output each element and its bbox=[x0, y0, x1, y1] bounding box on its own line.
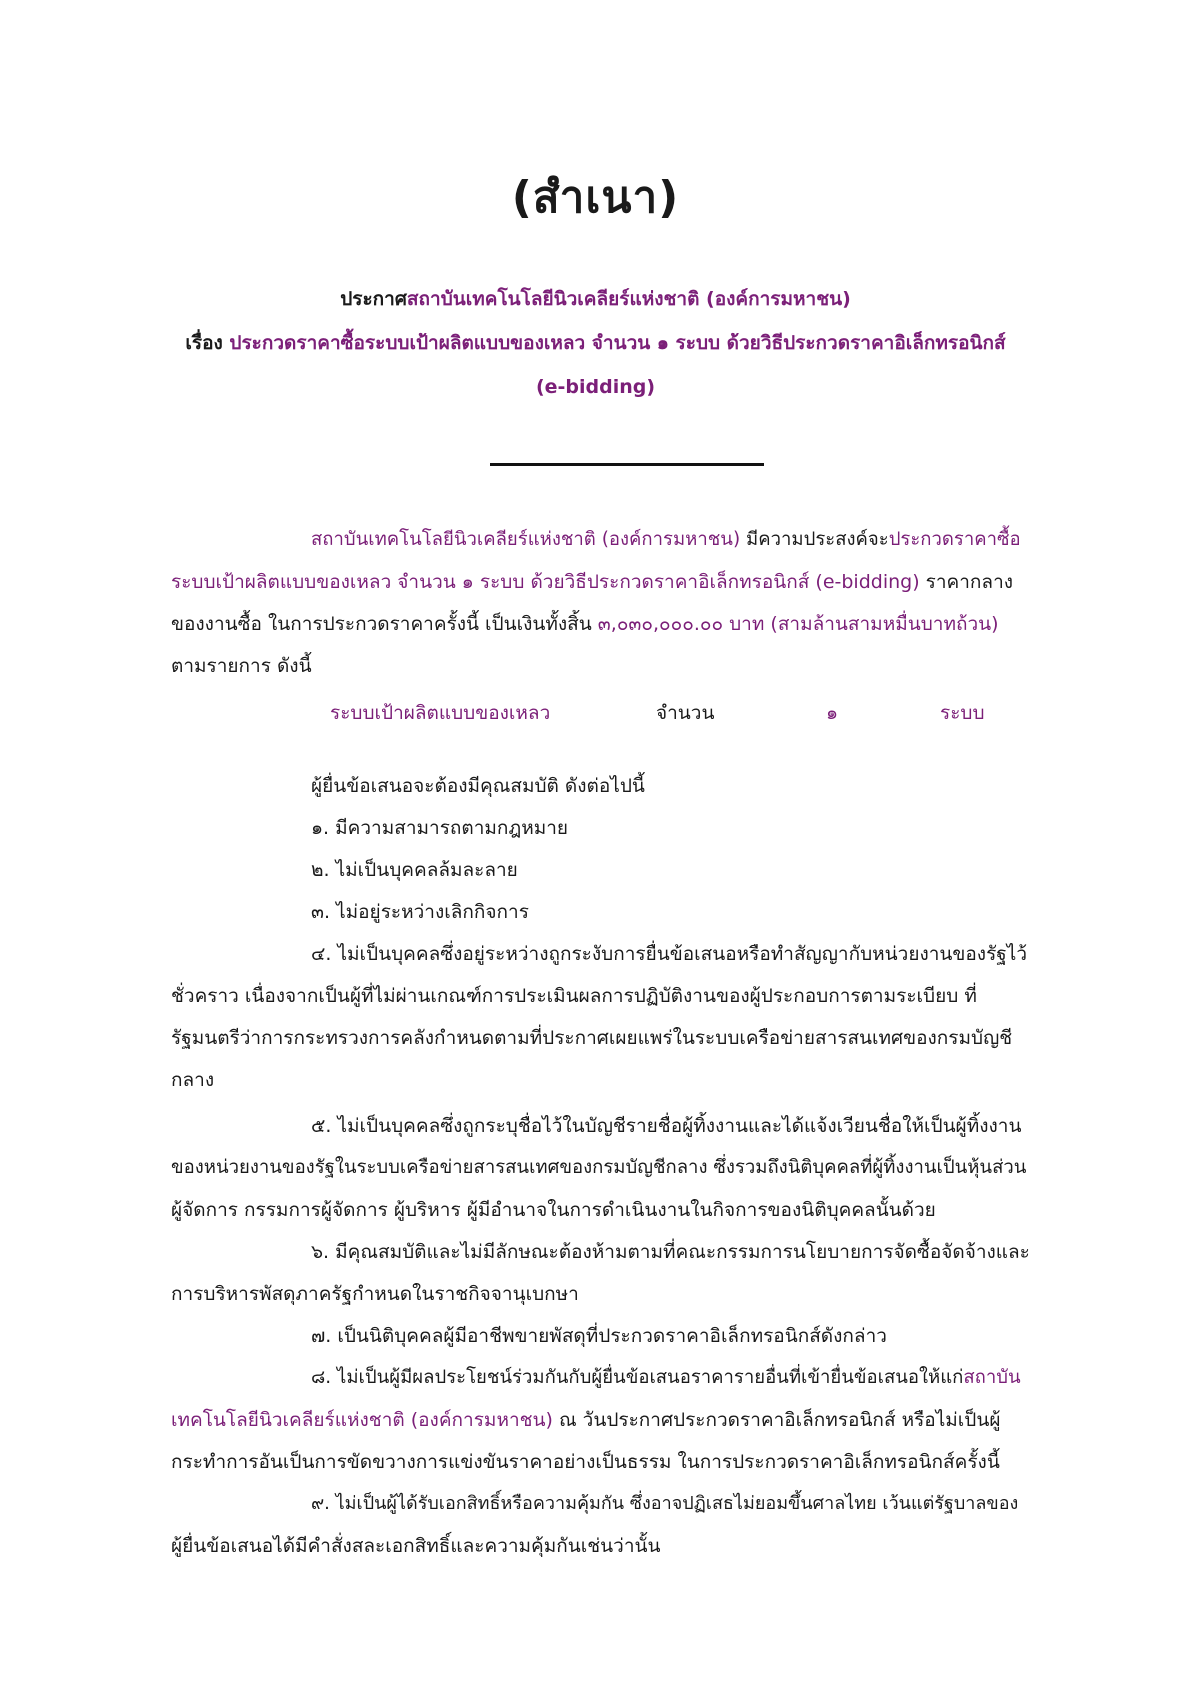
qualification-8-line-3: กระทำการอันเป็นการขัดขวางการแข่งขันราคาอย่างเป็นธรรม ในการประกวดราคาอิเล็กทรอนิกส์ครั้งนี้ bbox=[171, 1451, 1000, 1473]
qualification-8-text-a: ๘. ไม่เป็นผู้มีผลประโยชน์ร่วมกันกับผู้ยื่นข้อเสนอราคารายอื่นที่เข้ายื่นข้อเสนอให้แก่ bbox=[311, 1367, 964, 1388]
item-qty: ๑ bbox=[826, 702, 839, 724]
qualification-1: ๑. มีความสามารถตามกฎหมาย bbox=[311, 817, 569, 839]
qualification-9-line-2: ผู้ยื่นข้อเสนอได้มีคำสั่งสละเอกสิทธิ์และความคุ้มกันเช่นว่านั้น bbox=[171, 1535, 661, 1557]
qualification-4-line-1: ๔. ไม่เป็นบุคคลซึ่งอยู่ระหว่างถูกระงับการยื่นข้อเสนอหรือทำสัญญากับหน่วยงานของรัฐไว้ bbox=[311, 943, 1027, 965]
qualification-6-line-2: การบริหารพัสดุภาครัฐกำหนดในราชกิจจานุเบกษา bbox=[171, 1283, 579, 1305]
qualification-8-line-2 bbox=[171, 1406, 1000, 1434]
qualifications-intro: ผู้ยื่นข้อเสนอจะต้องมีคุณสมบัติ ดังต่อไปนี้ bbox=[311, 775, 645, 797]
subject-suffix-line bbox=[130, 366, 1061, 408]
subject-line bbox=[130, 322, 1061, 364]
item-unit: ระบบ bbox=[940, 702, 985, 724]
qualification-4-line-3: รัฐมนตรีว่าการกระทรวงการคลังกำหนดตามที่ประกาศเผยแพร่ในระบบเครือข่ายสารสนเทศของกรมบัญชี bbox=[171, 1027, 1013, 1049]
subject-prefix: เรื่อง bbox=[185, 332, 230, 354]
qualification-8-text-b: ณ วันประกาศประกวดราคาอิเล็กทรอนิกส์ หรือไม่เป็นผู้ bbox=[552, 1409, 1001, 1431]
qualification-6-line-1: ๖. มีคุณสมบัติและไม่มีลักษณะต้องห้ามตามที่คณะกรรมการนโยบายการจัดซื้อจัดจ้างและ bbox=[311, 1241, 1030, 1263]
announcement-title bbox=[130, 278, 1061, 320]
intro-line-1 bbox=[311, 526, 1021, 554]
intro-line-3 bbox=[171, 610, 999, 638]
intro-purpose-cont: ระบบเป้าผลิตแบบของเหลว จำนวน ๑ ระบบ ด้วยวิธีประกวดราคาอิเล็กทรอนิกส์ (e-bidding) bbox=[171, 571, 920, 593]
divider-rule bbox=[490, 463, 764, 466]
qualification-3: ๓. ไม่อยู่ระหว่างเลิกกิจการ bbox=[311, 901, 529, 923]
intro-mid: มีความประสงค์จะ bbox=[740, 529, 889, 550]
announcement-prefix: ประกาศ bbox=[340, 288, 407, 310]
qualification-8-org-a: สถาบัน bbox=[963, 1367, 1021, 1388]
qualification-4-line-2: ชั่วคราว เนื่องจากเป็นผู้ที่ไม่ผ่านเกณฑ์การประเมินผลการปฏิบัติงานของผู้ประกอบการตามระเบียบ ที่ bbox=[171, 985, 977, 1007]
intro-budget-amount: ๓,๐๓๐,๐๐๐.๐๐ บาท (สามล้านสามหมื่นบาทถ้วน) bbox=[597, 613, 999, 635]
intro-org: สถาบันเทคโนโลยีนิวเคลียร์แห่งชาติ (องค์การมหาชน) bbox=[311, 529, 741, 550]
qualification-5-line-3: ผู้จัดการ กรรมการผู้จัดการ ผู้บริหาร ผู้มีอำนาจในการดำเนินงานในกิจการของนิติบุคคลนั้นด้วย bbox=[171, 1199, 936, 1221]
qualification-5-line-2: ของหน่วยงานของรัฐในระบบเครือข่ายสารสนเทศของกรมบัญชีกลาง ซึ่งรวมถึงนิติบุคคลที่ผู้ทิ้งงานเป็นหุ้นส่วน bbox=[171, 1157, 1027, 1178]
qualification-8-line-1 bbox=[311, 1364, 1021, 1392]
qualification-4-line-4: กลาง bbox=[171, 1069, 215, 1091]
qualification-9-line-1: ๙. ไม่เป็นผู้ได้รับเอกสิทธิ์หรือความคุ้มกัน ซึ่งอาจปฏิเสธไม่ยอมขึ้นศาลไทย เว้นแต่รัฐบาลของ bbox=[311, 1493, 1019, 1514]
intro-purpose: ประกวดราคาซื้อ bbox=[888, 529, 1021, 550]
qualification-5-line-1: ๕. ไม่เป็นบุคคลซึ่งถูกระบุชื่อไว้ในบัญชีรายชื่อผู้ทิ้งงานและได้แจ้งเวียนชื่อให้เป็นผู้ทิ้งงาน bbox=[311, 1115, 1022, 1137]
intro-line-2 bbox=[171, 568, 1013, 596]
qualification-8-org-b: เทคโนโลยีนิวเคลียร์แห่งชาติ (องค์การมหาชน) bbox=[171, 1409, 553, 1431]
intro-budget-text: ของงานซื้อ ในการประกวดราคาครั้งนี้ เป็นเงินทั้งสิ้น bbox=[171, 613, 598, 635]
announcement-org: สถาบันเทคโนโลยีนิวเคลียร์แห่งชาติ (องค์การมหาชน) bbox=[406, 288, 851, 310]
copy-mark: (สำเนา) bbox=[511, 172, 680, 223]
item-qty-label: จำนวน bbox=[656, 702, 715, 724]
intro-tail: ราคากลาง bbox=[919, 571, 1014, 593]
item-name: ระบบเป้าผลิตแบบของเหลว bbox=[330, 702, 551, 724]
subject-suffix: (e-bidding) bbox=[535, 376, 656, 398]
intro-line-4: ตามรายการ ดังนี้ bbox=[171, 655, 312, 677]
qualification-2: ๒. ไม่เป็นบุคคลล้มละลาย bbox=[311, 859, 518, 881]
qualification-7: ๗. เป็นนิติบุคคลผู้มีอาชีพขายพัสดุที่ประกวดราคาอิเล็กทรอนิกส์ดังกล่าว bbox=[311, 1325, 887, 1347]
subject-text: ประกวดราคาซื้อระบบเป้าผลิตแบบของเหลว จำนวน ๑ ระบบ ด้วยวิธีประกวดราคาอิเล็กทรอนิกส์ bbox=[229, 332, 1006, 354]
